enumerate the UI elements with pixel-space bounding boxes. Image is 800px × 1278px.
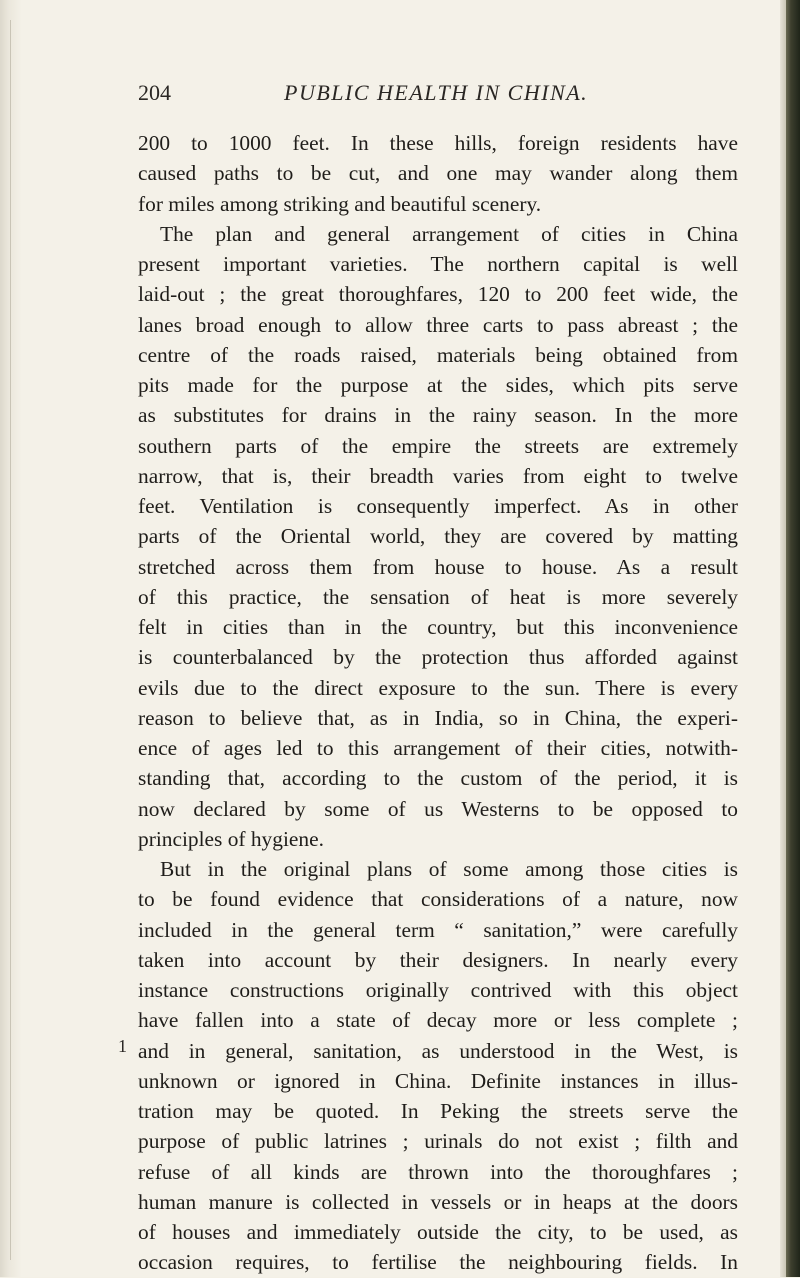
- text-line: feet. Ventilation is consequently imperfect. As in other: [138, 494, 738, 518]
- text-line: instance constructions originally contrived with this object: [138, 978, 738, 1002]
- text-line: and in general, sanitation, as understood in the West, is: [138, 1038, 738, 1063]
- text-line: as substitutes for drains in the rainy season. In the more: [138, 403, 738, 428]
- body-text: [138, 128, 738, 1278]
- page-gutter-shadow: [0, 0, 22, 1277]
- text-line: laid-out ; the great thoroughfares, 120 to 200 feet wide, the: [138, 282, 738, 307]
- text-line: human manure is collected in vessels or in heaps at the doors: [138, 1189, 738, 1214]
- text-line: of houses and immediately outside the city, to be used, as: [138, 1220, 738, 1244]
- text-line: caused paths to be cut, and one may wander along them: [138, 161, 738, 186]
- text-line: standing that, according to the custom of the period, it is: [138, 766, 738, 791]
- text-line: felt in cities than in the country, but this inconvenience: [138, 615, 738, 639]
- text-line: lanes broad enough to allow three carts to pass abreast ; the: [138, 312, 738, 337]
- text-line: The plan and general arrangement of cities in China: [160, 221, 738, 246]
- page-number: 204: [138, 80, 171, 105]
- text-line: pits made for the purpose at the sides, which pits serve: [138, 373, 738, 397]
- text-line: for miles among striking and beautiful scenery.: [138, 191, 542, 216]
- text-line: tration may be quoted. In Peking the streets serve the: [138, 1099, 738, 1123]
- page-header: [138, 80, 738, 110]
- text-line: ence of ages led to this arrangement of their cities, notwith-: [138, 736, 738, 760]
- text-line: now declared by some of us Westerns to be opposed to: [138, 796, 738, 821]
- margin-mark: 1: [118, 1036, 127, 1056]
- text-line: reason to believe that, as in India, so in China, the experi-: [138, 705, 738, 730]
- text-line: narrow, that is, their breadth varies from eight to twelve: [138, 463, 738, 488]
- text-line: unknown or ignored in China. Definite instances in illus-: [138, 1068, 738, 1093]
- text-line: southern parts of the empire the streets are extremely: [138, 433, 738, 458]
- text-line: of this practice, the sensation of heat is more severely: [138, 584, 738, 609]
- text-line: parts of the Oriental world, they are covered by matting: [138, 524, 738, 549]
- page-edge-line: [10, 20, 11, 1260]
- text-line: refuse of all kinds are thrown into the thoroughfares ;: [138, 1159, 738, 1184]
- text-line: have fallen into a state of decay more or less complete ;: [138, 1008, 738, 1033]
- text-line: evils due to the direct exposure to the sun. There is every: [138, 675, 738, 700]
- text-line: But in the original plans of some among those cities is: [160, 857, 738, 881]
- text-line: stretched across them from house to house. As a result: [138, 554, 738, 579]
- text-line: occasion requires, to fertilise the neighbouring fields. In: [138, 1250, 738, 1275]
- text-line: to be found evidence that considerations of a nature, now: [138, 887, 738, 912]
- running-head: PUBLIC HEALTH IN CHINA.: [284, 80, 589, 105]
- text-line: 200 to 1000 feet. In these hills, foreign residents have: [138, 131, 738, 155]
- text-line: taken into account by their designers. In nearly every: [138, 947, 738, 972]
- text-line: principles of hygiene.: [138, 826, 324, 851]
- text-line: is counterbalanced by the protection thus afforded against: [138, 645, 738, 670]
- text-line: present important varieties. The northern capital is well: [138, 252, 738, 276]
- book-binding-edge: [786, 0, 800, 1277]
- text-line: included in the general term “ sanitation,” were carefully: [138, 917, 738, 942]
- text-line: centre of the roads raised, materials being obtained from: [138, 342, 738, 367]
- text-line: purpose of public latrines ; urinals do not exist ; filth and: [138, 1129, 738, 1154]
